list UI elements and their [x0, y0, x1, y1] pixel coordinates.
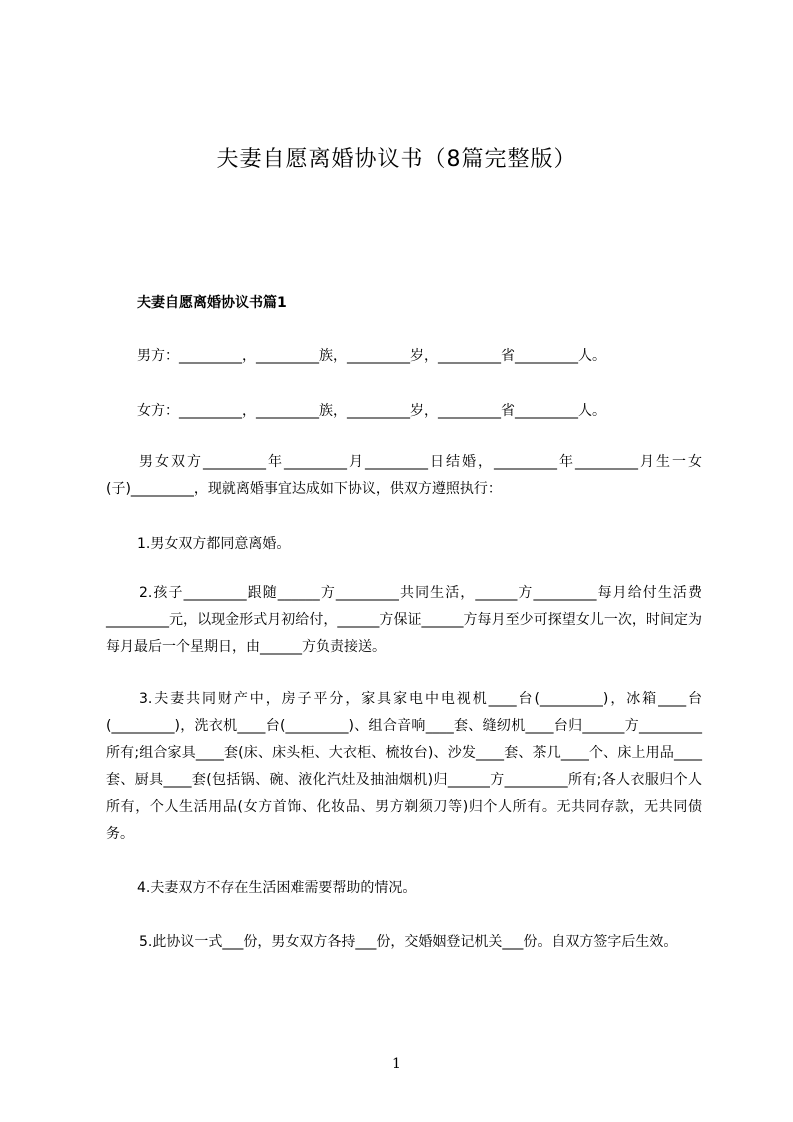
female-info-line: 女方：_________，_________族，_________岁，_________省_________人。 [137, 403, 606, 419]
clause-2: 2.孩子_________跟随______方_________共同生活，______方_________每月给付生活费_________元，以现金形式月初给付，______方保证______方每月至少可探望女儿一次，时间定为每月最后一个星期日，由______方负责接送。 [106, 585, 702, 655]
male-info-line: 男方：_________，_________族，_________岁，_________省_________人。 [137, 348, 606, 364]
clause-4: 4.夫妻双方不存在生活困难需要帮助的情况。 [137, 880, 417, 896]
page-number: 1 [392, 1056, 401, 1072]
clause-1: 1.男女双方都同意离婚。 [137, 536, 291, 552]
marriage-paragraph: 男女双方_________年_________月_________日结婚，_________年_________月生一女(子)_________，现就离婚事宜达成如下协议，供双方遵照执行： [106, 454, 702, 497]
section-heading: 夫妻自愿离婚协议书篇1 [137, 295, 287, 311]
clause-3: 3.夫妻共同财产中，房子平分，家具家电中电视机____台(_________)，冰箱____台(_________)，洗衣机____台(_________)、组合音响____套、缝纫机____台归______方_________所有;组合家具____套(床、床头柜、大衣柜、梳妆台)、沙发____套、茶几____个、床上用品____套、厨具____套(包括锅、碗、液化汽灶及抽油烟机)归______方_________所有;各人衣服归个人所有，个人生活用品(女方首饰、化妆品、男方剃须刀等)归个人所有。无共同存款，无共同债务。 [106, 691, 702, 842]
document-title: 夫妻自愿离婚协议书（8篇完整版） [216, 147, 577, 172]
clause-5: 5.此协议一式___份，男女双方各持___份，交婚姻登记机关___份。自双方签字后生效。 [139, 934, 678, 950]
